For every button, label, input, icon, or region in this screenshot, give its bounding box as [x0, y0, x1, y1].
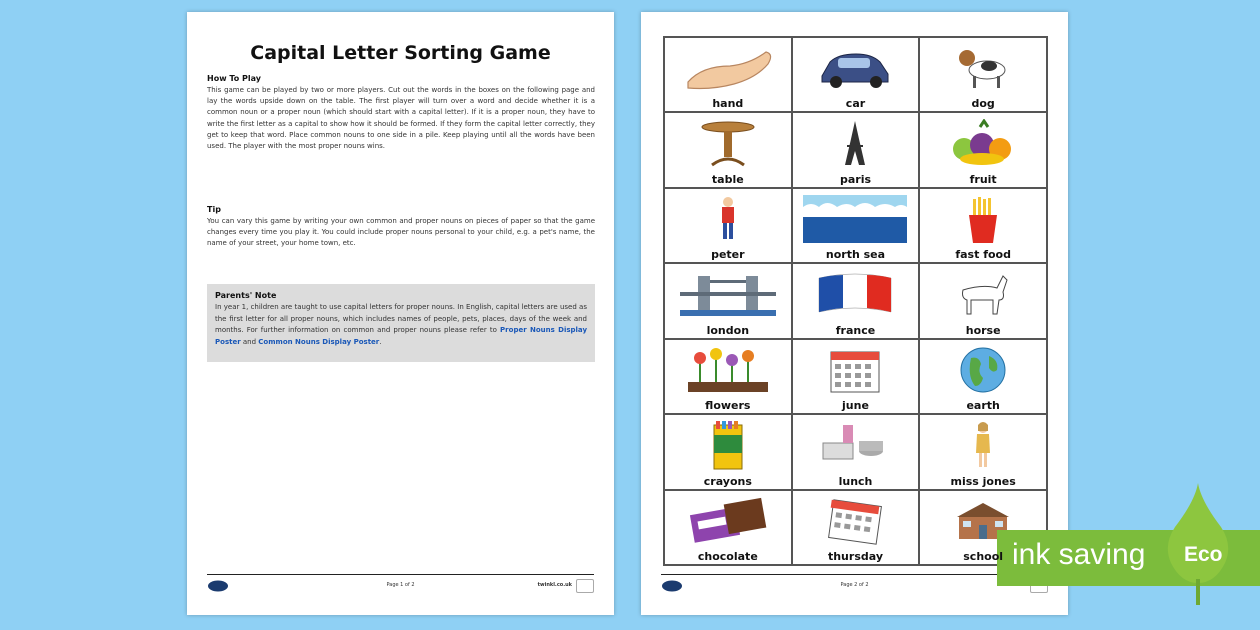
page-number: Page 2 of 2 — [840, 582, 869, 588]
how-to-play-text: This game can be played by two or more players. Cut out the words in the boxes on the following page and lay the words upside down on the table. The first player will turn over a word and decide whether it is a common noun or a proper noun (which should start with a capital letter). If it is a proper noun, they have to write the first letter as a capital to show how it should be formed. If they form the capital letter correctly, they get to keep that word. Place common nouns to one side in a pile. Keep playing until all the words have been used. The player with the most proper nouns wins. — [207, 86, 595, 151]
card-word: school — [963, 550, 1004, 563]
card-car[interactable] — [792, 37, 920, 112]
ink-saving-label: ink saving — [1012, 538, 1146, 571]
eco-badge-label: Eco — [1184, 543, 1223, 566]
card-word: fruit — [969, 172, 997, 186]
proper-nouns-poster-link[interactable]: Proper Nouns Display Poster — [215, 326, 588, 346]
common-nouns-poster-link[interactable]: Common Nouns Display Poster — [258, 337, 380, 346]
flowers-icon — [688, 346, 768, 394]
calendar-icon — [827, 346, 883, 394]
page-number: Page 1 of 2 — [386, 582, 415, 588]
hand-icon — [682, 44, 774, 92]
page-title: Capital Letter Sorting Game — [250, 42, 551, 64]
card-word: france — [835, 323, 876, 337]
fruit-icon — [946, 119, 1020, 167]
french-flag-icon — [815, 270, 895, 318]
horse-icon — [953, 270, 1013, 318]
recycle-icon — [576, 579, 594, 593]
card-word: horse — [965, 323, 1001, 337]
globe-icon — [957, 346, 1009, 396]
card-france[interactable] — [792, 263, 920, 338]
card-miss-jones[interactable] — [919, 414, 1047, 489]
link-end-text: . — [379, 337, 382, 346]
card-word: hand — [712, 97, 744, 111]
chocolate-icon — [686, 497, 770, 545]
dog-icon — [953, 44, 1013, 92]
calendar-icon — [825, 497, 885, 545]
parents-note-text — [215, 302, 587, 348]
card-hand[interactable] — [664, 37, 792, 112]
card-table[interactable] — [664, 112, 792, 187]
card-word: fast food — [955, 248, 1011, 262]
crayons-icon — [708, 421, 748, 471]
parents-note-heading: Parents' Note — [215, 291, 277, 300]
card-flowers[interactable] — [664, 339, 792, 414]
card-word: table — [711, 172, 744, 186]
footer-url: twinkl.co.uk — [537, 582, 572, 588]
card-lunch[interactable] — [792, 414, 920, 489]
eiffel-tower-icon — [835, 119, 875, 169]
card-word: miss jones — [950, 474, 1016, 488]
tip-text: You can vary this game by writing your own common and proper nouns on pieces of paper so that the game changes every time you play it. You could include proper nouns personal to your child, e.g. a pet's name, the name of your street, your home town, etc. — [207, 217, 595, 248]
fries-icon — [963, 195, 1003, 245]
how-to-play-heading: How To Play — [207, 74, 262, 83]
card-north-sea[interactable] — [792, 188, 920, 263]
card-word: lunch — [838, 474, 873, 488]
tip-heading: Tip — [207, 205, 221, 214]
card-word: earth — [966, 399, 1000, 413]
card-word: north sea — [825, 248, 886, 262]
sea-icon — [803, 195, 907, 243]
link-and-text: and — [242, 337, 257, 346]
card-london[interactable] — [664, 263, 792, 338]
card-peter[interactable] — [664, 188, 792, 263]
card-word: london — [706, 323, 750, 337]
card-horse[interactable] — [919, 263, 1047, 338]
card-word: june — [842, 399, 869, 413]
word-card-grid — [663, 36, 1048, 566]
card-earth[interactable] — [919, 339, 1047, 414]
card-crayons[interactable] — [664, 414, 792, 489]
card-word: peter — [711, 248, 745, 262]
card-dog[interactable] — [919, 37, 1047, 112]
card-thursday[interactable] — [792, 490, 920, 565]
car-icon — [816, 44, 894, 92]
card-word: chocolate — [697, 550, 758, 563]
card-fast-food[interactable] — [919, 188, 1047, 263]
card-word: dog — [971, 97, 995, 111]
page-footer — [661, 574, 1048, 597]
card-paris[interactable] — [792, 112, 920, 187]
card-word: car — [845, 97, 866, 111]
woman-icon — [968, 421, 998, 471]
card-chocolate[interactable] — [664, 490, 792, 565]
card-fruit[interactable] — [919, 112, 1047, 187]
page-footer — [207, 574, 594, 597]
parents-note-body: In year 1, children are taught to use capital letters for proper nouns. In English, capital letters are used as the first letter for all proper nouns, which includes names of people, pets, places, days of the week and months. For further information on common and proper nouns please refer to — [215, 303, 587, 334]
table-icon — [698, 119, 758, 167]
card-word: thursday — [827, 550, 883, 563]
card-word: flowers — [705, 399, 751, 413]
card-word: paris — [839, 172, 872, 186]
card-word: crayons — [703, 474, 752, 488]
cards-page — [641, 12, 1068, 615]
instructions-page — [187, 12, 614, 615]
lunch-icon — [819, 421, 891, 469]
card-june[interactable] — [792, 339, 920, 414]
parents-note-box — [207, 284, 595, 362]
boy-icon — [713, 195, 743, 245]
tower-bridge-icon — [680, 270, 776, 318]
